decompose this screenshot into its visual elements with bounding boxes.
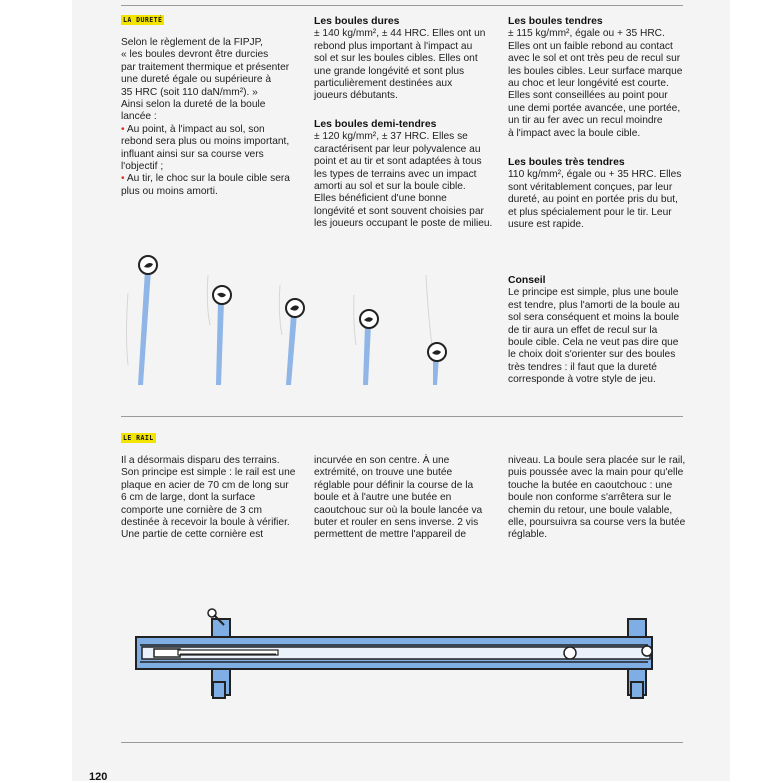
text-line: Le principe est simple, plus une boule: [508, 287, 679, 299]
demi-tendres-block: [314, 119, 496, 231]
durete-bullet-1: [121, 124, 306, 174]
dures-block: [314, 16, 496, 103]
text-line: corresponde à votre style de jeu.: [508, 374, 656, 386]
text-line: ± 120 kg/mm², ± 37 HRC. Elles se: [314, 131, 468, 143]
section-tag-durete: LA DURETÉ: [123, 16, 163, 24]
text-line: comporte une cornière de 3 cm: [121, 504, 262, 516]
text-line: usure est rapide.: [508, 219, 584, 231]
text-line: dureté, au point en portée pris du but,: [508, 194, 678, 206]
text-line: incurvée en son centre. À une: [314, 455, 450, 466]
durete-column: [121, 37, 306, 198]
durete-intro-line: Selon le règlement de la FIPJP,: [121, 37, 263, 48]
text-line: rebond plus important à l'impact au: [314, 40, 473, 52]
conseil-block: [508, 275, 686, 387]
text-line: les boules cibles. Leur surface marque: [508, 65, 683, 77]
text-line: boule non conforme s'arrêtera sur le: [508, 492, 672, 504]
text-line: réglable pour définir la course de la: [314, 479, 474, 491]
durete-intro-line: une dureté égale ou supérieure à: [121, 74, 272, 86]
ball-trail-1: [127, 256, 158, 385]
bullet-2-line-0: Au tir, le choc sur la boule cible sera: [126, 173, 290, 185]
durete-intro: [121, 37, 306, 124]
top-rule: [121, 5, 683, 6]
text-line: Il a désormais disparu des terrains.: [121, 455, 280, 466]
text-line: Son principe est simple : le rail est une: [121, 467, 296, 479]
text-line: boule et à l'autre une butée en: [314, 492, 452, 504]
text-line: les types de terrains avec un impact: [314, 168, 477, 180]
text-line: une grande longévité et sont plus: [314, 65, 465, 77]
text-line: extrémité, on trouve une butée: [314, 467, 453, 479]
dures-body: [314, 28, 496, 102]
text-line: ± 115 kg/mm², égale ou + 35 HRC.: [508, 28, 665, 40]
rail-column-2: [314, 455, 496, 542]
rail-col-2-body: [314, 455, 496, 542]
text-line: sol et sur les boules cibles. Elles ont: [314, 53, 478, 65]
bullet-1-line-2: influant ainsi sur sa course vers: [121, 148, 264, 160]
text-line: réglable.: [508, 529, 548, 541]
text-line: est tendre, plus l'amorti de la boule au: [508, 299, 680, 311]
page-number: 120: [89, 771, 108, 783]
rail-column-3: [508, 455, 688, 542]
text-line: une demi portée avancée, une portée,: [508, 102, 681, 114]
text-line: buter et rouler en sens inverse. 2 vis: [314, 517, 479, 529]
tendres-title: Les boules tendres: [508, 16, 603, 27]
tendres-body: [508, 28, 686, 140]
bullet-2-line-1: plus ou moins amorti.: [121, 185, 218, 197]
text-line: chemin du retour, une boule valable,: [508, 504, 673, 516]
rail-column-1: [121, 455, 303, 542]
bullet-1-line-1: rebond sera plus ou moins important,: [121, 136, 290, 148]
text-line: 110 kg/mm², égale ou + 35 HRC. Elles: [508, 169, 682, 181]
text-line: au choc et leur longévité est courte.: [508, 78, 669, 90]
text-line: caractérisent par leur polyvalence au: [314, 143, 481, 155]
text-line: puis poussée avec la main pour qu'elle: [508, 467, 684, 479]
text-line: boule cible. Cela ne veut pas dire que: [508, 337, 679, 349]
text-line: particulièrement destinées aux: [314, 78, 453, 90]
durete-intro-line: par traitement thermique et présenter: [121, 61, 290, 73]
text-line: amorti au sol et sur la boule cible.: [314, 181, 466, 193]
conseil-body: [508, 287, 686, 386]
bullet-mark: •: [121, 173, 125, 185]
text-line: à l'impact avec la boule cible.: [508, 127, 641, 139]
section-tag-rail: LE RAIL: [123, 434, 154, 442]
text-line: elle, poursuivra sa course vers la butée: [508, 517, 686, 529]
text-line: 6 cm de large, dont la surface: [121, 492, 256, 504]
ball-trail-5: [426, 275, 446, 385]
section-divider: [121, 416, 683, 417]
text-line: destinée à recevoir la boule à vérifier.: [121, 517, 290, 529]
ball-trail-3: [279, 285, 304, 385]
text-line: et plus spécialement pour le tir. Leur: [508, 206, 672, 218]
text-line: de tir aura un effet de recul sur la: [508, 324, 658, 336]
text-line: un tir au fer avec un recul moindre: [508, 115, 663, 127]
tendres-block: [508, 16, 686, 140]
text-line: Elles bénéficient d'une bonne: [314, 193, 447, 205]
text-line: sont véritablement conçues, par leur: [508, 181, 673, 193]
bullet-1-line-0: Au point, à l'impact au sol, son: [126, 123, 265, 135]
text-line: joueurs débutants.: [314, 90, 398, 102]
durete-intro-line: 35 HRC (soit 110 daN/mm²). »: [121, 86, 258, 98]
ball-trail-4: [354, 295, 378, 385]
tres-tendres-title: Les boules très tendres: [508, 157, 625, 168]
text-line: niveau. La boule sera placée sur le rail,: [508, 455, 686, 466]
conseil-title: Conseil: [508, 275, 546, 286]
text-line: très tendres : il faut que la dureté: [508, 361, 657, 373]
text-line: Elles sont conseillées au point pour: [508, 90, 668, 102]
text-line: point et au tir et sont adaptées à tous: [314, 156, 482, 168]
tres-tendres-block: [508, 157, 686, 231]
text-line: Elles ont un faible rebond au contact: [508, 40, 673, 52]
demi-tendres-body: [314, 131, 496, 230]
text-line: avec le sol et ont très peu de recul sur: [508, 53, 681, 65]
tres-tendres-body: [508, 169, 686, 231]
durete-bullet-2: [121, 173, 306, 198]
rail-col-3-body: [508, 455, 688, 542]
text-line: Une partie de cette cornière est: [121, 529, 264, 541]
text-line: le choix doit s'orienter sur des boules: [508, 349, 676, 361]
rail-illustration: [128, 605, 663, 700]
text-line: permettent de mettre l'appareil de: [314, 529, 467, 541]
text-line: les joueurs occupant le poste de milieu.: [314, 218, 493, 230]
demi-tendres-title: Les boules demi-tendres: [314, 119, 437, 130]
text-line: longévité et sont souvent choisies par: [314, 205, 484, 217]
text-line: caoutchouc sur où la boule lancée va: [314, 504, 483, 516]
ball-trail-2: [207, 275, 231, 385]
rail-col-1-body: [121, 455, 303, 542]
bullet-mark: •: [121, 123, 125, 135]
durete-intro-line: lancée :: [121, 111, 157, 123]
text-line: touche la butée en caoutchouc : une: [508, 479, 673, 491]
bullet-1-line-3: l'objectif ;: [121, 161, 164, 173]
text-line: ± 140 kg/mm², ± 44 HRC. Elles ont un: [314, 28, 486, 40]
dures-title: Les boules dures: [314, 16, 400, 27]
text-line: plaque en acier de 70 cm de long sur: [121, 479, 289, 491]
durete-intro-line: Ainsi selon la dureté de la boule: [121, 99, 266, 111]
rebound-illustration: [120, 245, 480, 395]
durete-intro-line: « les boules devront être durcies: [121, 49, 269, 61]
bottom-rule: [121, 742, 683, 743]
text-line: sol sera conséquent et moins la boule: [508, 312, 680, 324]
